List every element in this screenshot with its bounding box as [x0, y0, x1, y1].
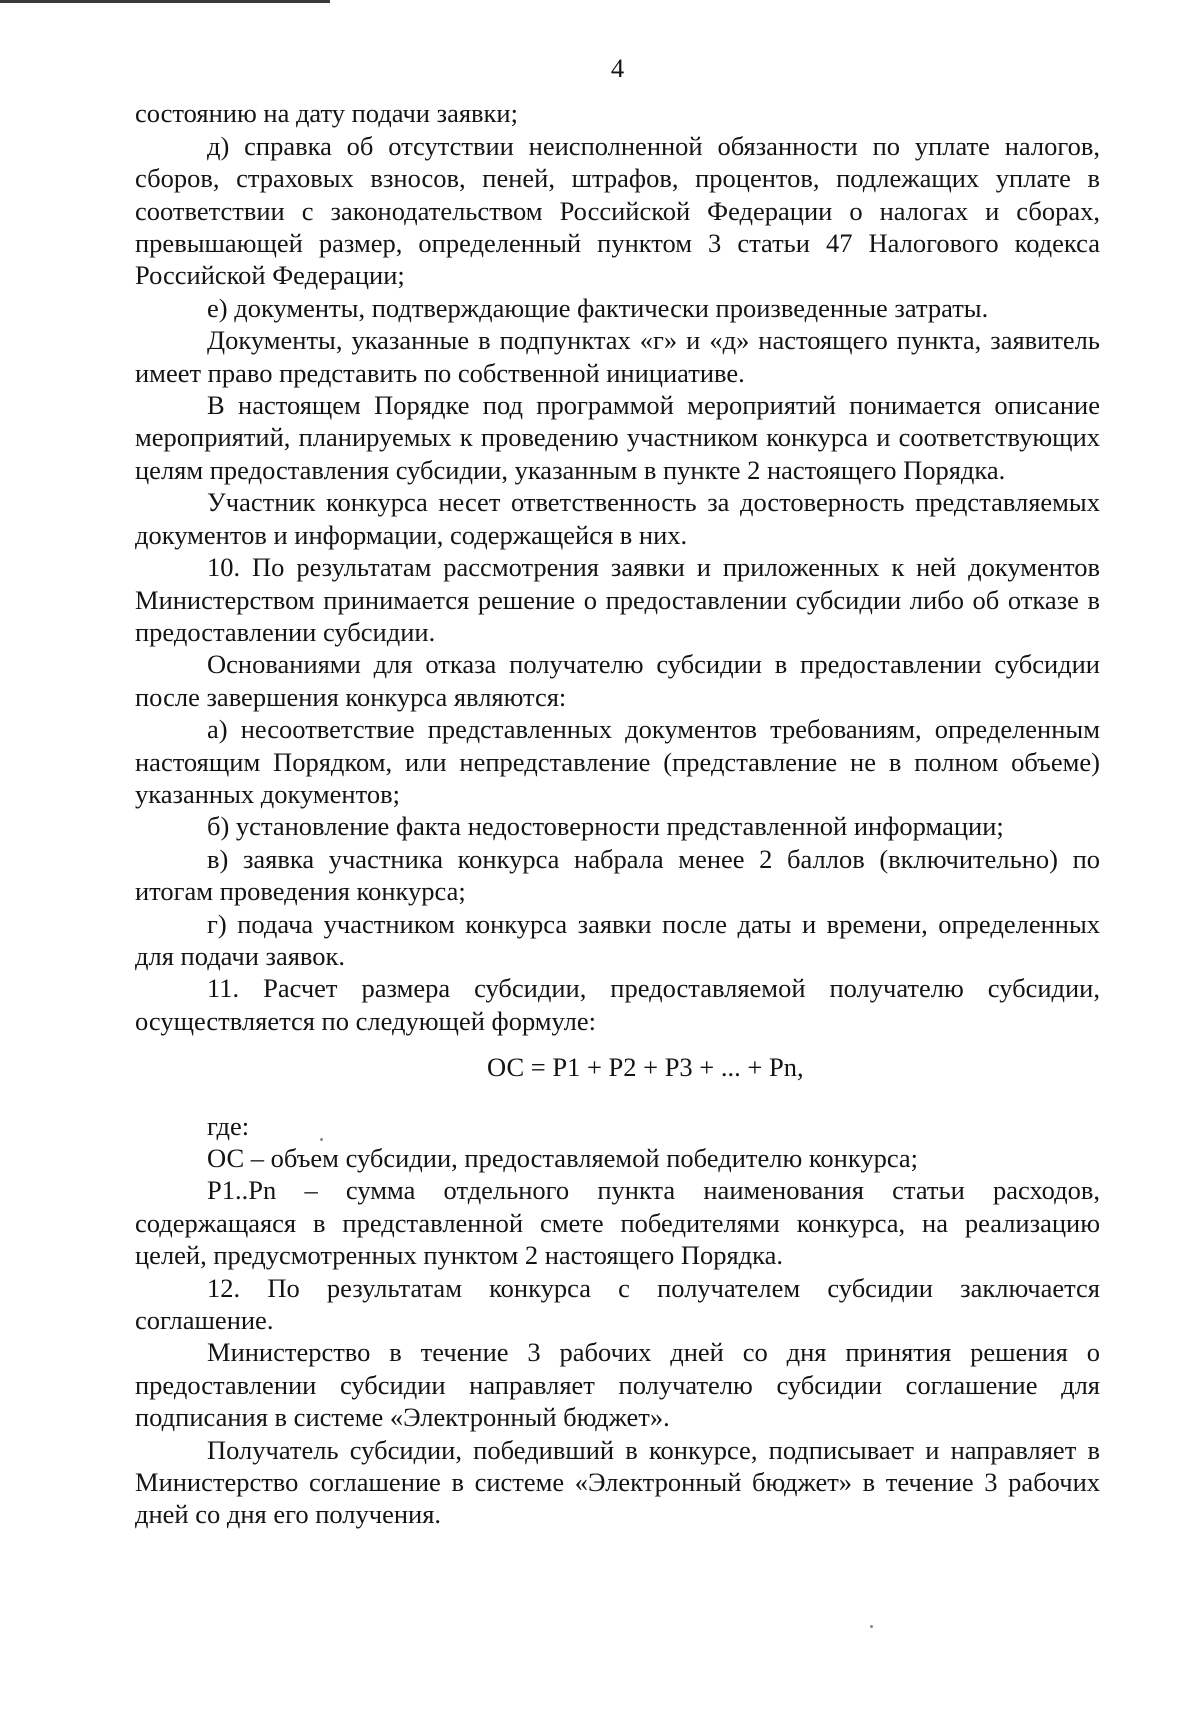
paragraph: Основаниями для отказа получателю субсидии в предоставлении субсидии после завершения конкурса являются: [135, 649, 1100, 712]
scan-speck [870, 1625, 873, 1628]
scan-edge-mark [0, 0, 330, 3]
paragraph: б) установление факта недостоверности представленной информации; [207, 811, 1004, 842]
paragraph: е) документы, подтверждающие фактически произведенные затраты. [207, 292, 989, 323]
paragraph: 10. По результатам рассмотрения заявки и приложенных к ней документов Министерством принимается решение о предоставлении субсидии либо об отказе в предоставлении субсидии. [135, 552, 1100, 647]
formula: ОС = Р1 + Р2 + Р3 + ... + Pn, [487, 1052, 804, 1083]
paragraph: В настоящем Порядке под программой мероприятий понимается описание мероприятий, планируемых к проведению участником конкурса и соответствующих целям предоставления субсидии, указанным в пункте 2 настоящего Порядка. [135, 390, 1100, 485]
paragraph: в) заявка участника конкурса набрала менее 2 баллов (включительно) по итогам проведения конкурса; [135, 843, 1100, 907]
paragraph: 12. По результатам конкурса с получателем субсидии заключается соглашение. [135, 1272, 1100, 1336]
paragraph: Участник конкурса несет ответственность за достоверность представляемых документов и информации, содержащейся в них. [135, 487, 1100, 550]
paragraph: Документы, указанные в подпунктах «г» и «д» настоящего пункта, заявитель имеет право представить по собственной инициативе. [135, 325, 1100, 388]
scan-speck [320, 1138, 323, 1141]
paragraph: Получатель субсидии, победивший в конкурсе, подписывает и направляет в Министерство соглашение в системе «Электронный бюджет» в течение 3 рабочих дней со дня его получения. [135, 1434, 1100, 1530]
paragraph: состоянию на дату подачи заявки; [135, 98, 518, 129]
paragraph: Р1..Рn – сумма отдельного пункта наименования статьи расходов, содержащаяся в представленной смете победителями конкурса, на реализацию целей, предусмотренных пунктом 2 настоящего Порядка. [135, 1175, 1100, 1271]
document-page [135, 52, 1100, 1531]
paragraph: ОС – объем субсидии, предоставляемой победителю конкурса; [207, 1143, 919, 1173]
paragraph: г) подача участником конкурса заявки после даты и времени, определенных для подачи заявок. [135, 908, 1100, 971]
body-text-before-formula [135, 97, 1100, 1037]
paragraph: а) несоответствие представленных документов требованиям, определенным настоящим Порядком, или непредставление (представление не в полном объеме) указанных документов; [135, 714, 1100, 809]
paragraph: Министерство в течение 3 рабочих дней со дня принятия решения о предоставлении субсидии направляет получателю субсидии соглашение для подписания в системе «Электронный бюджет». [135, 1337, 1100, 1433]
paragraph: д) справка об отсутствии неисполненной обязанности по уплате налогов, сборов, страховых взносов, пеней, штрафов, процентов, подлежащих уплате в соответствии с законодательством Российской Федерации о налогах и сборах, превышающей размер, определенный пунктом 3 статьи 47 Налогового кодекса Российской Федерации; [135, 130, 1100, 291]
paragraph: 11. Расчет размера субсидии, предоставляемой получателю субсидии, осуществляется по следующей формуле: [135, 973, 1100, 1036]
body-text-after-formula [135, 1110, 1100, 1531]
paragraph: где: [207, 1110, 250, 1141]
page-number: 4 [610, 53, 625, 83]
